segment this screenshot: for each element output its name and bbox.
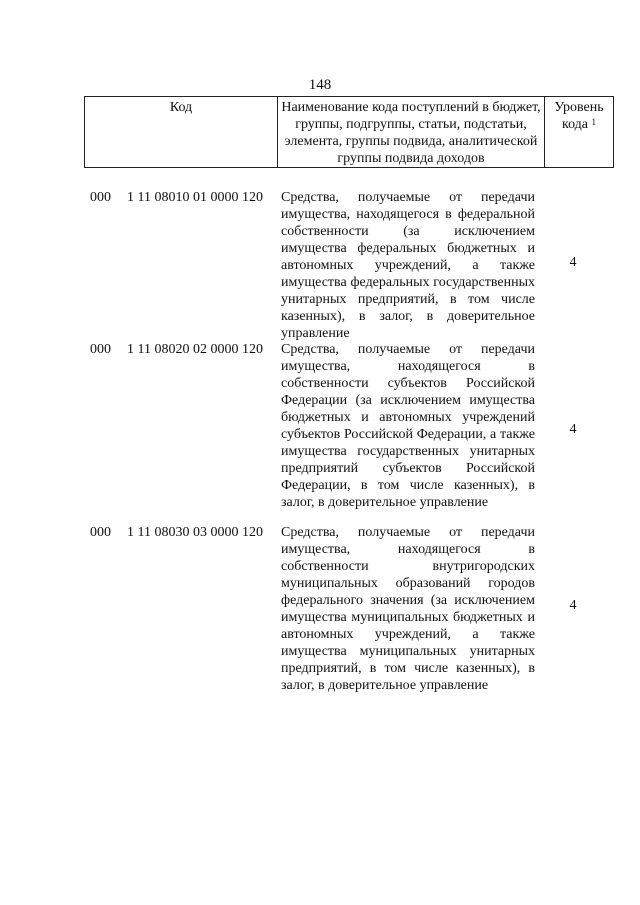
page-number: 148 bbox=[308, 77, 332, 93]
admin-code: 000 bbox=[90, 342, 111, 357]
table-header-row bbox=[85, 97, 614, 168]
revenue-description: Средства, получаемые от передачи имущества, находящегося в федеральной собственности (за исключением имущества федеральных бюджетных и автономных учреждений, а также имущества федеральных государственных унитарных предприятий, в том числе казенных), в залог, в доверительное управление bbox=[281, 190, 535, 341]
code-level: 4 bbox=[569, 255, 577, 270]
revenue-description: Средства, получаемые от передачи имущества, находящегося в собственности субъектов Российской Федерации (за исключением имущества бюджетных и автономных учреждений субъектов Российской Федерации, а также имущества государственных унитарных предприятий субъектов Российской Федерации, в том числе казенных), в залог, в доверительное управление bbox=[281, 342, 535, 510]
admin-code: 000 bbox=[90, 525, 111, 540]
header-level-cell bbox=[545, 97, 614, 168]
header-level-label: Уровень кода bbox=[554, 100, 604, 132]
table-header bbox=[84, 96, 614, 168]
header-name-cell: Наименование кода поступлений в бюджет, группы, подгруппы, статьи, подстатьи, элемента, группы подвида, аналитической группы подвида доходов bbox=[278, 97, 545, 168]
admin-code: 000 bbox=[90, 190, 111, 205]
revenue-code: 1 11 08020 02 0000 120 bbox=[127, 342, 263, 357]
code-level: 4 bbox=[569, 422, 577, 437]
revenue-code: 1 11 08010 01 0000 120 bbox=[127, 190, 263, 205]
header-code-cell: Код bbox=[85, 97, 278, 168]
revenue-code: 1 11 08030 03 0000 120 bbox=[127, 525, 263, 540]
footnote-marker: 1 bbox=[591, 117, 597, 127]
revenue-description: Средства, получаемые от передачи имущества, находящегося в собственности внутригородских муниципальных образований городов федерального значения (за исключением имущества муниципальных бюджетных и автономных учреждений, а также имущества муниципальных унитарных предприятий, в том числе казенных), в залог, в доверительное управление bbox=[281, 525, 535, 693]
code-level: 4 bbox=[569, 598, 577, 613]
